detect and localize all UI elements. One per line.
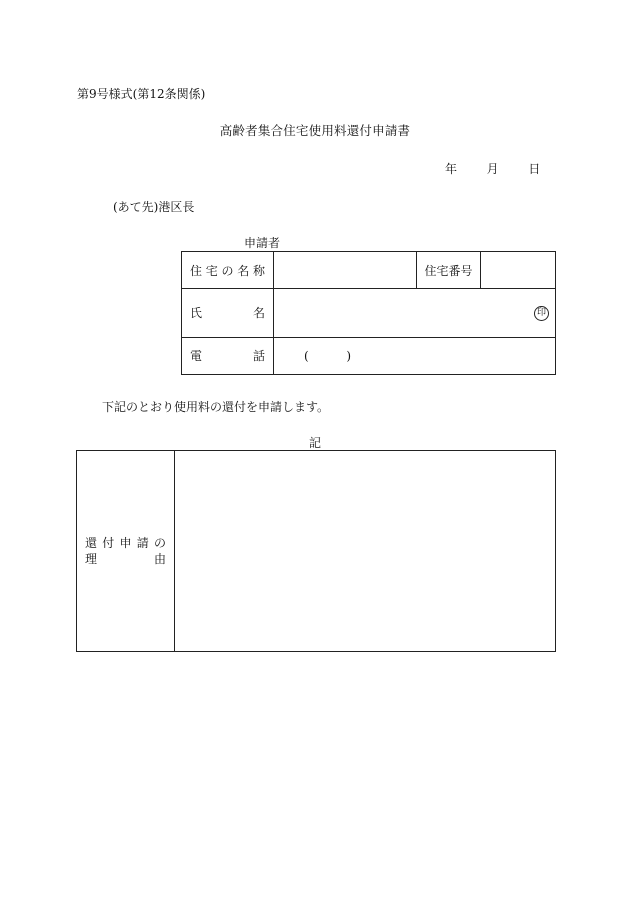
applicant-section-label: 申請者 bbox=[244, 236, 281, 250]
phone-label: 電 話 bbox=[190, 349, 265, 364]
form-number: 第9号様式(第12条関係) bbox=[77, 87, 206, 101]
name-field[interactable] bbox=[274, 289, 556, 337]
name-row bbox=[182, 289, 556, 337]
request-statement: 下記のとおり使用料の還付を申請します。 bbox=[102, 400, 330, 414]
reason-table bbox=[76, 450, 556, 652]
house-number-label: 住宅番号 bbox=[424, 263, 473, 278]
date-year: 年 bbox=[445, 162, 458, 176]
house-name-label: 住 宅 の 名 称 bbox=[190, 263, 265, 278]
addressee: (あて先)港区長 bbox=[113, 200, 195, 214]
house-name-row bbox=[182, 252, 556, 289]
house-number-label-cell bbox=[417, 252, 481, 289]
ki-heading: 記 bbox=[308, 436, 321, 450]
house-number-field[interactable] bbox=[481, 252, 556, 289]
applicant-table bbox=[181, 251, 556, 375]
reason-label-line1: 還 付 申 請 の bbox=[85, 536, 166, 550]
name-label-cell bbox=[182, 289, 274, 337]
reason-field[interactable] bbox=[175, 451, 556, 652]
document-title: 高齢者集合住宅使用料還付申請書 bbox=[219, 123, 411, 138]
date-line bbox=[445, 160, 540, 177]
date-month: 月 bbox=[486, 162, 499, 176]
seal-mark-icon: 印 bbox=[534, 306, 549, 321]
phone-row bbox=[182, 337, 556, 374]
phone-field[interactable] bbox=[274, 337, 556, 374]
reason-label-cell bbox=[77, 451, 175, 652]
house-name-label-cell bbox=[182, 252, 274, 289]
phone-paren-close: ) bbox=[346, 348, 352, 363]
date-day: 日 bbox=[528, 162, 541, 176]
house-name-field[interactable] bbox=[274, 252, 417, 289]
name-label: 氏 名 bbox=[190, 306, 265, 321]
phone-label-cell bbox=[182, 337, 274, 374]
reason-row bbox=[77, 451, 556, 652]
reason-label-line2: 理 由 bbox=[85, 552, 166, 566]
phone-paren-open: ( bbox=[304, 348, 309, 363]
